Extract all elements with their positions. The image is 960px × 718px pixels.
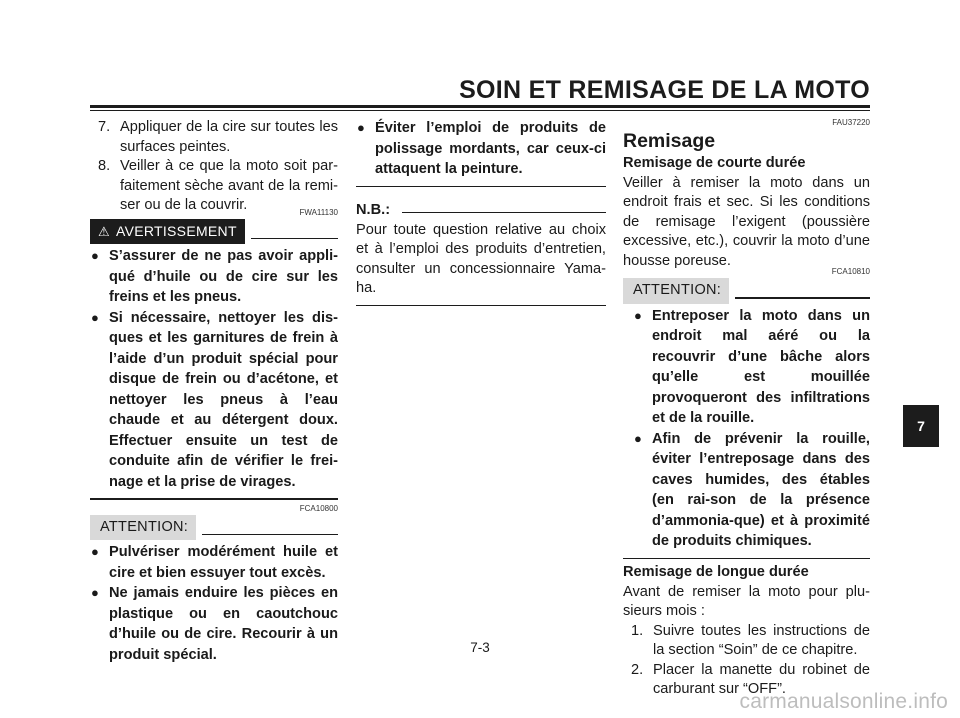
attention-header-rule — [735, 297, 870, 299]
attention-header — [623, 278, 870, 304]
right-column — [623, 118, 870, 700]
note-header — [356, 201, 606, 221]
step-number: 7. — [98, 119, 111, 135]
chapter-tab: 7 — [903, 405, 939, 447]
middle-column — [356, 118, 606, 306]
list-item — [90, 308, 338, 493]
bullet-icon: ● — [634, 430, 642, 446]
warning-badge — [90, 219, 245, 245]
list-item — [90, 542, 338, 583]
left-column — [90, 118, 338, 665]
warning-triangle-icon: ⚠ — [98, 223, 110, 239]
list-item — [356, 118, 606, 180]
list-item-text: Afin de prévenir la rouille, éviter l’entreposage dans des caves humides, des étables (en rai-son de la présence d’ammonia-que) et à proximité de produits chimiques. — [652, 430, 870, 549]
attention-list — [623, 306, 870, 552]
subsection-title-long: Remisage de longue durée — [623, 564, 809, 580]
list-item-text: Ne jamais enduire les pièces en plastique ou en caoutchouc d’huile ou de cire. Recourir à un produit spécial. — [109, 585, 338, 663]
warning-label: AVERTISSEMENT — [115, 222, 237, 239]
list-item-text: Entreposer la moto dans un endroit mal aéré ou la recouvrir d’une bâche alors qu’elle est mouillée provoqueront des infiltrations et de la rouille. — [652, 307, 870, 426]
attention-list-continued — [356, 118, 606, 180]
warning-header — [90, 219, 338, 245]
watermark: carmanualsonline.info — [739, 690, 948, 713]
bullet-icon: ● — [357, 120, 365, 135]
step-text: Appliquer de la cire sur toutes les surfaces peintes. — [120, 119, 338, 155]
long-storage-text: Avant de remiser la moto pour plu-sieurs mois : — [623, 583, 870, 619]
step-number: 1. — [631, 622, 644, 639]
bullet-icon: ● — [91, 309, 99, 325]
step-text: Veiller à ce que la moto soit par-faitement sèche avant de la remi-ser ou de la couvrir. — [120, 158, 338, 213]
warning-list — [90, 246, 338, 492]
note-text: Pour toute question relative au choix et à l’emploi des produits d’entretien, consulter un concessionnaire Yama-ha. — [356, 221, 606, 296]
header-rule-thin — [90, 110, 870, 111]
section-code: FAU37220 — [832, 118, 870, 127]
note-end-rule — [356, 305, 606, 306]
step-item — [90, 157, 338, 216]
step-text: Placer la manette du robinet de carburant sur “OFF”. — [653, 661, 870, 697]
warning-header-rule — [251, 238, 338, 240]
bullet-icon: ● — [91, 585, 99, 600]
note-header-rule — [402, 212, 606, 213]
attention-badge: ATTENTION: — [90, 515, 196, 541]
attention-end-rule — [356, 186, 606, 188]
subsection-title-short: Remisage de courte durée — [623, 155, 806, 171]
page-header-title: SOIN ET REMISAGE DE LA MOTO — [459, 76, 870, 104]
step-text: Suivre toutes les instructions de la section “Soin” de ce chapitre. — [653, 622, 870, 658]
list-item-text: Pulvériser modérément huile et cire et bien essuyer tout excès. — [109, 544, 338, 581]
bullet-icon: ● — [634, 307, 642, 323]
step-item — [90, 118, 338, 157]
list-item — [633, 429, 870, 552]
attention-header-rule — [202, 534, 338, 536]
warning-code: FWA11130 — [299, 207, 338, 217]
header-rule-thick — [90, 105, 870, 108]
list-item-text: S’assurer de ne pas avoir appli-qué d’huile ou de cire sur les freins et les pneus. — [109, 248, 338, 305]
bullet-icon: ● — [91, 248, 99, 263]
bullet-icon: ● — [91, 544, 99, 559]
attention-code: FCA10800 — [299, 503, 338, 513]
section-title: Remisage — [623, 130, 716, 152]
note-label: N.B.: — [356, 202, 391, 218]
step-number: 8. — [98, 158, 111, 174]
attention-end-rule — [623, 558, 870, 560]
warning-end-rule — [90, 498, 338, 500]
page-number: 7-3 — [470, 640, 490, 655]
short-storage-text: Veiller à remiser la moto dans un endroit frais et sec. Si les conditions de remisage l’exigent (poussière excessive, etc.), couvrir la moto d’une housse poreuse. — [623, 174, 870, 269]
step-number: 2. — [631, 661, 644, 678]
list-item — [633, 306, 870, 429]
attention-badge: ATTENTION: — [623, 278, 729, 304]
list-item — [90, 246, 338, 308]
list-item-text: Éviter l’emploi de produits de polissage mordants, car ceux-ci attaquent la peinture. — [375, 120, 606, 177]
list-item-text: Si nécessaire, nettoyer les dis-ques et les garnitures de frein à l’aide d’un produit spécial pour disque de frein ou d’acétone, et nettoyer les pneus à l’eau chaude et au détergent doux. Effectuer ensuite un test de conduite afin de vérifier le frei-nage et la prise de virages. — [109, 309, 338, 490]
attention-header — [90, 515, 338, 541]
attention-code: FCA10810 — [831, 267, 870, 276]
